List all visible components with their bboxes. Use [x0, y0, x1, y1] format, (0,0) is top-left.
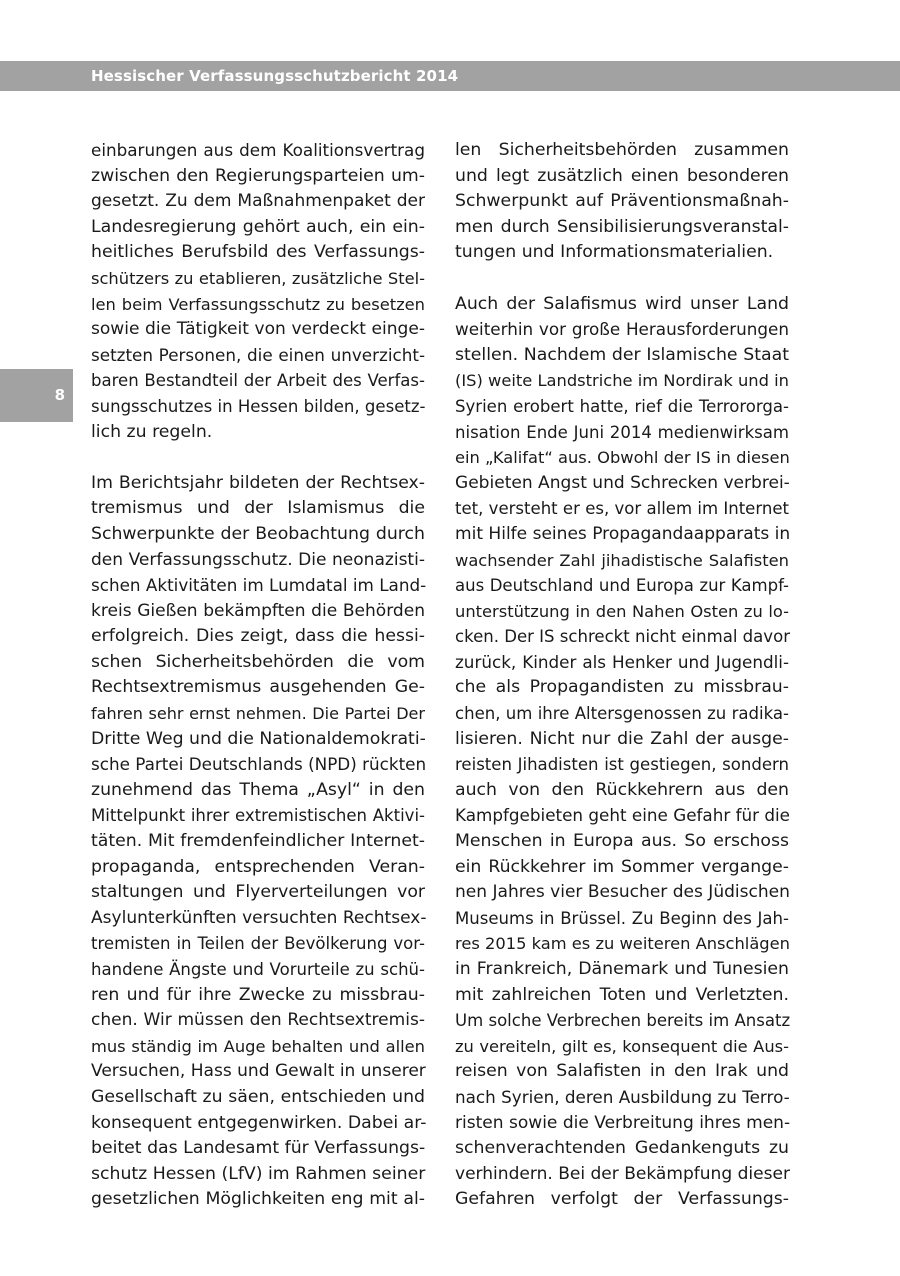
- text-line: schutz Hessen (LfV) im Rahmen seiner: [91, 1163, 426, 1184]
- text-line: Gefahren verfolgt der Verfassungs-: [455, 1189, 789, 1210]
- text-line: tet, versteht er es, vor allem im Internet: [455, 499, 789, 519]
- text-line: Asylunterkünften versuchten Rechtsex-: [91, 907, 427, 928]
- right-paragraph-2: [455, 292, 789, 1213]
- text-line: chen, um ihre Altersgenossen zu radika-: [455, 704, 789, 724]
- text-line: gesetzlichen Möglichkeiten eng mit al-: [91, 1189, 425, 1210]
- text-line: täten. Mit fremdenfeindlicher Internet-: [91, 831, 425, 852]
- text-line: fahren sehr ernst nehmen. Die Partei Der: [91, 704, 425, 724]
- text-line: len beim Verfassungsschutz zu besetzen: [91, 294, 425, 314]
- left-column: [91, 138, 425, 1213]
- text-line: men durch Sensibilisierungsveranstal-: [455, 216, 789, 237]
- text-line: ren und für ihre Zwecke zu missbrau-: [91, 984, 425, 1005]
- text-line: Menschen in Europa aus. So erschoss: [455, 831, 789, 852]
- right-paragraph-1: [455, 138, 789, 266]
- text-line: Gesellschaft zu säen, entschieden und: [91, 1086, 425, 1107]
- text-line: konsequent entgegenwirken. Dabei ar-: [91, 1112, 427, 1133]
- text-line: stellen. Nachdem der Islamische Staat: [455, 344, 789, 365]
- text-line: reisten Jihadisten ist gestiegen, sondern: [455, 755, 789, 775]
- text-line: Kampfgebieten geht eine Gefahr für die: [455, 805, 791, 826]
- text-line: schen Aktivitäten im Lumdatal im Land-: [91, 575, 427, 596]
- text-line: zunehmend das Thema „Asyl“ in den: [91, 779, 425, 800]
- text-line: reisen von Salafisten in den Irak und: [455, 1061, 789, 1082]
- text-line: Um solche Verbrechen bereits im Ansatz: [455, 1011, 791, 1031]
- text-line: lich zu regeln.: [91, 421, 213, 442]
- running-header: [0, 61, 900, 91]
- text-line: tremisten in Teilen der Bevölkerung vor-: [91, 934, 425, 954]
- text-line: ein „Kalifat“ aus. Obwohl der IS in diesen: [455, 448, 790, 468]
- text-line: aus Deutschland und Europa zur Kampf-: [455, 576, 789, 596]
- text-line: Mittelpunkt ihrer extremistischen Aktivi-: [91, 806, 425, 826]
- text-line: mit Hilfe seines Propagandaapparats in: [455, 523, 791, 544]
- text-line: Museums in Brüssel. Zu Beginn des Jah-: [455, 908, 789, 928]
- text-line: nen Jahres vier Besucher des Jüdischen: [455, 882, 790, 903]
- text-line: Schwerpunkt auf Präventionsmaßnah-: [455, 191, 789, 212]
- text-line: auch von den Rückkehrern aus den: [455, 779, 789, 800]
- text-line: schenverachtenden Gedankenguts zu: [455, 1138, 789, 1159]
- text-line: zu vereiteln, gilt es, konsequent die Aus-: [455, 1036, 789, 1056]
- right-column: [455, 138, 789, 1213]
- text-line: len Sicherheitsbehörden zusammen: [455, 140, 789, 160]
- document-title: Hessischer Verfassungsschutzbericht 2014: [91, 67, 459, 85]
- text-line: che als Propagandisten zu missbrau-: [455, 677, 789, 698]
- text-line: propaganda, entsprechenden Veran-: [91, 856, 425, 877]
- text-line: lisieren. Nicht nur die Zahl der ausge-: [455, 728, 789, 749]
- text-line: erfolgreich. Dies zeigt, dass die hessi-: [91, 626, 425, 647]
- text-line: zurück, Kinder als Henker und Jugendli-: [455, 651, 789, 672]
- text-line: Dritte Weg und die Nationaldemokrati-: [91, 728, 426, 749]
- text-line: sowie die Tätigkeit von verdeckt einge-: [91, 319, 425, 340]
- text-line: staltungen und Flyerverteilungen vor: [91, 882, 425, 903]
- text-line: mit zahlreichen Toten und Verletzten.: [455, 984, 789, 1005]
- text-line: schützers zu etablieren, zusätzliche Stel-: [91, 268, 425, 288]
- text-line: (IS) weite Landstriche im Nordirak und in: [455, 371, 789, 391]
- text-line: schen Sicherheitsbehörden die vom: [91, 651, 425, 672]
- left-paragraph-2: [91, 471, 425, 1213]
- text-line: den Verfassungsschutz. Die neonazisti-: [91, 549, 425, 570]
- text-line: nisation Ende Juni 2014 medienwirksam: [455, 422, 789, 442]
- text-line: kreis Gießen bekämpften die Behörden: [91, 600, 425, 621]
- text-line: beitet das Landesamt für Verfassungs-: [91, 1138, 426, 1159]
- text-line: in Frankreich, Dänemark und Tunesien: [455, 959, 789, 979]
- text-line: chen. Wir müssen den Rechtsextremis-: [91, 1010, 425, 1031]
- text-line: sche Partei Deutschlands (NPD) rückten: [91, 754, 427, 775]
- text-line: einbarungen aus dem Koalitionsvertrag: [91, 140, 425, 160]
- text-line: verhindern. Bei der Bekämpfung dieser: [455, 1163, 790, 1184]
- text-line: unterstützung in den Nahen Osten zu lo-: [455, 601, 789, 621]
- page-number: 8: [54, 386, 65, 404]
- text-line: gesetzt. Zu dem Maßnahmenpaket der: [91, 191, 425, 212]
- text-line: Versuchen, Hass und Gewalt in unserer: [91, 1061, 426, 1082]
- text-line: wachsender Zahl jihadistische Salafisten: [455, 550, 789, 570]
- text-line: nach Syrien, deren Ausbildung zu Terro-: [455, 1086, 790, 1107]
- text-line: res 2015 kam es zu weiteren Anschlägen: [455, 934, 790, 954]
- text-line: Im Berichtsjahr bildeten der Rechtsex-: [91, 472, 425, 493]
- text-line: und legt zusätzlich einen besonderen: [455, 165, 789, 186]
- text-line: heitliches Berufsbild des Verfassungs-: [91, 242, 425, 263]
- text-line: Gebieten Angst und Schrecken verbrei-: [455, 472, 790, 493]
- text-line: ein Rückkehrer im Sommer vergange-: [455, 856, 789, 877]
- text-line: baren Bestandteil der Arbeit des Verfas-: [91, 371, 425, 391]
- text-line: mus ständig im Auge behalten und allen: [91, 1036, 425, 1056]
- text-line: zwischen den Regierungsparteien um-: [91, 165, 425, 186]
- text-line: sungsschutzes in Hessen bilden, gesetz-: [91, 396, 426, 416]
- text-line: Syrien erobert hatte, rief die Terrororga-: [455, 396, 789, 416]
- left-paragraph-1: [91, 138, 425, 445]
- text-line: Landesregierung gehört auch, ein ein-: [91, 216, 425, 237]
- text-line: Rechtsextremismus ausgehenden Ge-: [91, 677, 425, 698]
- text-line: handene Ängste und Vorurteile zu schü-: [91, 960, 425, 979]
- page-number-tab: [0, 369, 73, 422]
- text-line: Auch der Salafismus wird unser Land: [455, 293, 789, 314]
- text-line: cken. Der IS schreckt nicht einmal davor: [455, 627, 790, 647]
- text-line: Schwerpunkte der Beobachtung durch: [91, 523, 425, 544]
- text-line: tungen und Informationsmaterialien.: [455, 242, 774, 263]
- text-line: weiterhin vor große Herausforderungen: [455, 319, 789, 340]
- text-line: tremismus und der Islamismus die: [91, 498, 425, 519]
- text-line: risten sowie die Verbreitung ihres men-: [455, 1112, 791, 1133]
- text-line: setzten Personen, die einen unverzicht-: [91, 344, 425, 365]
